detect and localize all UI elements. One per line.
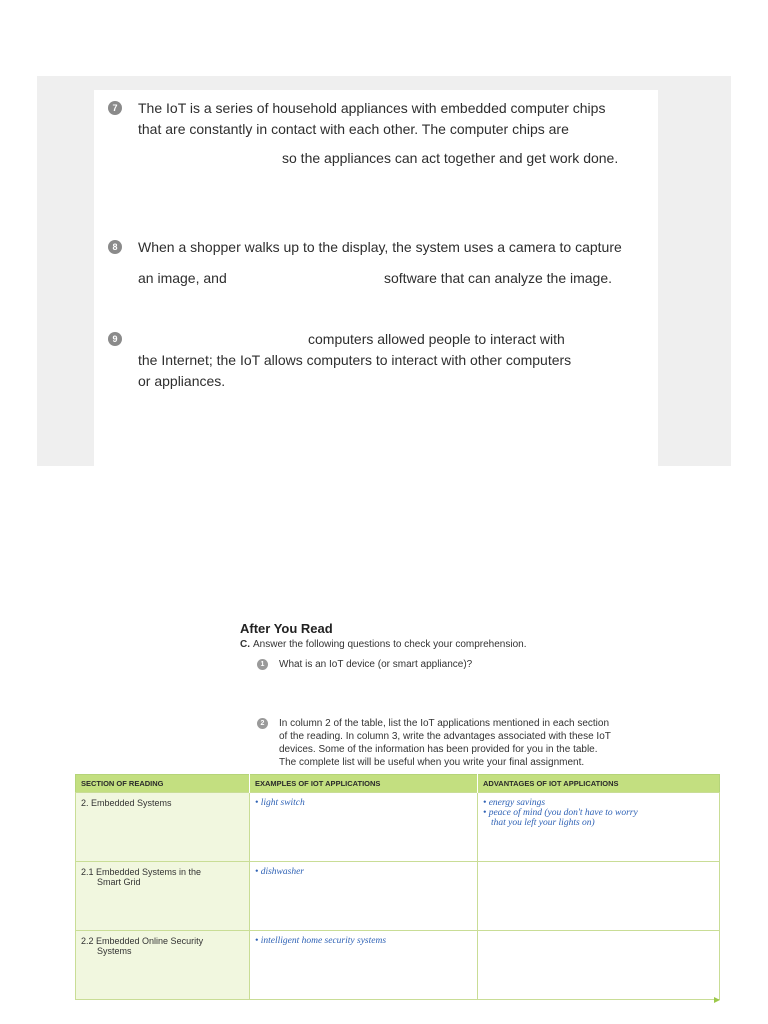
question-7 [110, 98, 650, 168]
iot-applications-table [75, 774, 720, 1000]
advantage-entry: • energy savings [483, 798, 546, 808]
question-1 [257, 658, 727, 672]
question-number-2: 2 [257, 718, 268, 729]
question-8-line-2b: software that can analyze the image. [384, 270, 613, 286]
question-2-line-4: The complete list will be useful when you write your final assignment. [279, 757, 585, 768]
question-2-line-1: In column 2 of the table, list the IoT applications mentioned in each section [279, 718, 610, 729]
advantage-cell[interactable] [478, 931, 720, 1000]
section-title: After You Read [240, 621, 333, 636]
question-number-7: 7 [108, 101, 122, 115]
table-row [76, 862, 720, 931]
question-9-line-2: the Internet; the IoT allows computers to interact with other computers [138, 352, 572, 368]
question-number-8: 8 [108, 240, 122, 254]
question-2 [257, 717, 727, 771]
example-entry: • dishwasher [255, 867, 304, 877]
example-cell[interactable] [250, 862, 478, 931]
section-cell [76, 862, 250, 931]
advantage-entry: • peace of mind (you don't have to worry [483, 808, 638, 818]
example-cell[interactable] [250, 931, 478, 1000]
question-8-line-1: When a shopper walks up to the display, the system uses a camera to capture [138, 239, 622, 255]
advantage-cell[interactable] [478, 862, 720, 931]
table-header-row [76, 775, 720, 793]
advantage-entry-continued: that you left your lights on) [491, 818, 595, 828]
question-1-text: What is an IoT device (or smart appliance)? [279, 659, 473, 670]
question-7-line-1: The IoT is a series of household appliances with embedded computer chips [138, 100, 606, 116]
example-entry: • light switch [255, 798, 305, 808]
instruction-text: Answer the following questions to check your comprehension. [253, 639, 527, 650]
table-row [76, 931, 720, 1000]
section-label: 2. Embedded Systems [81, 798, 172, 808]
instruction [240, 639, 526, 650]
advantage-cell[interactable] [478, 793, 720, 862]
section-label: 2.1 Embedded Systems in the [81, 867, 202, 877]
header-advantages: ADVANTAGES OF IOT APPLICATIONS [478, 775, 720, 793]
question-9 [110, 329, 650, 399]
example-cell[interactable] [250, 793, 478, 862]
question-8-line-2a: an image, and [138, 270, 227, 286]
section-label-continued: Smart Grid [97, 877, 141, 887]
continue-arrow-icon [714, 997, 720, 1003]
question-9-line-1: computers allowed people to interact with [308, 331, 565, 347]
section-label: 2.2 Embedded Online Security [81, 936, 204, 946]
question-number-1: 1 [257, 659, 268, 670]
instruction-letter: C. [240, 639, 250, 650]
section-cell [76, 793, 250, 862]
table-row [76, 793, 720, 862]
example-entry: • intelligent home security systems [255, 936, 387, 946]
question-2-line-3: devices. Some of the information has been provided for you in the table. [279, 744, 598, 755]
header-examples: EXAMPLES OF IOT APPLICATIONS [250, 775, 478, 793]
question-9-line-3: or appliances. [138, 373, 226, 389]
question-number-9: 9 [108, 332, 122, 346]
header-section: SECTION OF READING [76, 775, 250, 793]
section-cell [76, 931, 250, 1000]
section-label-continued: Systems [97, 946, 132, 956]
question-8 [110, 237, 650, 297]
question-7-line-2: that are constantly in contact with each other. The computer chips are [138, 121, 569, 137]
question-2-line-2: of the reading. In column 3, write the advantages associated with these IoT [279, 731, 611, 742]
question-7-line-3: so the appliances can act together and get work done. [282, 150, 619, 166]
